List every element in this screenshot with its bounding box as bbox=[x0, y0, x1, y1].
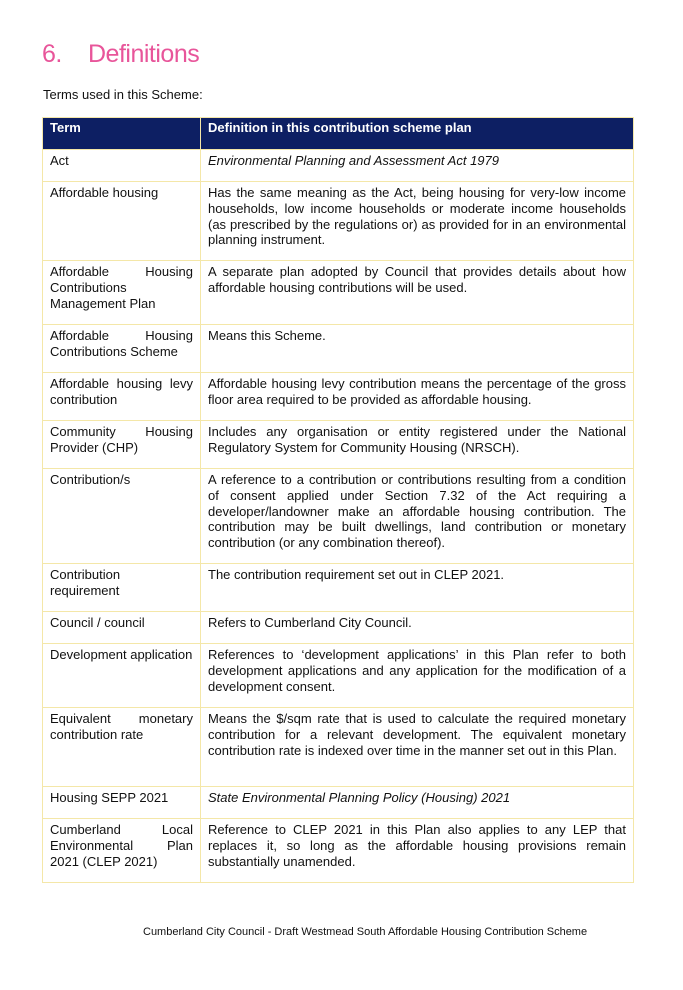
table-row bbox=[43, 612, 634, 644]
section-number: 6. bbox=[42, 40, 62, 68]
table-row bbox=[43, 708, 634, 787]
definition-cell: Reference to CLEP 2021 in this Plan also applies to any LEP that replaces it, so long as the affordable housing provisions remain substantially unamended. bbox=[201, 819, 634, 883]
page-footer: Cumberland City Council - Draft Westmead South Affordable Housing Contribution Scheme bbox=[143, 926, 588, 938]
section-title: Definitions bbox=[88, 40, 200, 68]
term-cell: Affordable Housing Contributions Management Plan bbox=[43, 261, 201, 325]
term-cell: Contribution/s bbox=[43, 469, 201, 564]
term-cell: Cumberland Local Environmental Plan 2021 (CLEP 2021) bbox=[43, 819, 201, 883]
table-header-row bbox=[43, 118, 634, 150]
definitions-table bbox=[42, 117, 634, 883]
table-row bbox=[43, 819, 634, 883]
table-row bbox=[43, 421, 634, 469]
term-cell: Equivalent monetary contribution rate bbox=[43, 708, 201, 787]
term-cell: Act bbox=[43, 150, 201, 182]
table-row bbox=[43, 182, 634, 261]
table-row bbox=[43, 150, 634, 182]
definition-cell: The contribution requirement set out in CLEP 2021. bbox=[201, 564, 634, 612]
term-cell: Housing SEPP 2021 bbox=[43, 787, 201, 819]
definition-cell: A reference to a contribution or contributions resulting from a condition of consent applied under Section 7.32 of the Act requiring a developer/landowner make an affordable housing contribution. The contribution may be built dwellings, land contribution or monetary contribution (or any combination thereof). bbox=[201, 469, 634, 564]
term-cell: Affordable Housing Contributions Scheme bbox=[43, 325, 201, 373]
term-cell: Affordable housing levy contribution bbox=[43, 373, 201, 421]
term-cell: Community Housing Provider (CHP) bbox=[43, 421, 201, 469]
section-heading bbox=[42, 40, 199, 69]
intro-text: Terms used in this Scheme: bbox=[43, 87, 203, 102]
definition-cell: A separate plan adopted by Council that provides details about how affordable housing contributions will be used. bbox=[201, 261, 634, 325]
definition-cell: Means the $/sqm rate that is used to calculate the required monetary contribution for a relevant development. The equivalent monetary contribution rate is indexed over time in the manner set out in this Plan. bbox=[201, 708, 634, 787]
definition-cell: Affordable housing levy contribution means the percentage of the gross floor area required to be provided as affordable housing. bbox=[201, 373, 634, 421]
definition-cell: Environmental Planning and Assessment Act 1979 bbox=[201, 150, 634, 182]
term-cell: Council / council bbox=[43, 612, 201, 644]
table-row bbox=[43, 373, 634, 421]
term-cell: Development application bbox=[43, 644, 201, 708]
table-row bbox=[43, 787, 634, 819]
table-row bbox=[43, 261, 634, 325]
definition-cell: References to ‘development applications’ in this Plan refer to both development applications and any application for the modification of a development consent. bbox=[201, 644, 634, 708]
definition-cell: Refers to Cumberland City Council. bbox=[201, 612, 634, 644]
header-definition: Definition in this contribution scheme plan bbox=[201, 118, 634, 150]
table-row bbox=[43, 644, 634, 708]
definitions-body bbox=[43, 150, 634, 883]
table-row bbox=[43, 564, 634, 612]
definition-cell: Means this Scheme. bbox=[201, 325, 634, 373]
table-row bbox=[43, 325, 634, 373]
header-term: Term bbox=[43, 118, 201, 150]
term-cell: Affordable housing bbox=[43, 182, 201, 261]
definition-cell: Includes any organisation or entity registered under the National Regulatory System for Community Housing (NRSCH). bbox=[201, 421, 634, 469]
definition-cell: State Environmental Planning Policy (Housing) 2021 bbox=[201, 787, 634, 819]
definition-cell: Has the same meaning as the Act, being housing for very-low income households, low income households or moderate income households (as prescribed by the regulations or) as provided for in an environmental planning instrument. bbox=[201, 182, 634, 261]
table-row bbox=[43, 469, 634, 564]
term-cell: Contribution requirement bbox=[43, 564, 201, 612]
